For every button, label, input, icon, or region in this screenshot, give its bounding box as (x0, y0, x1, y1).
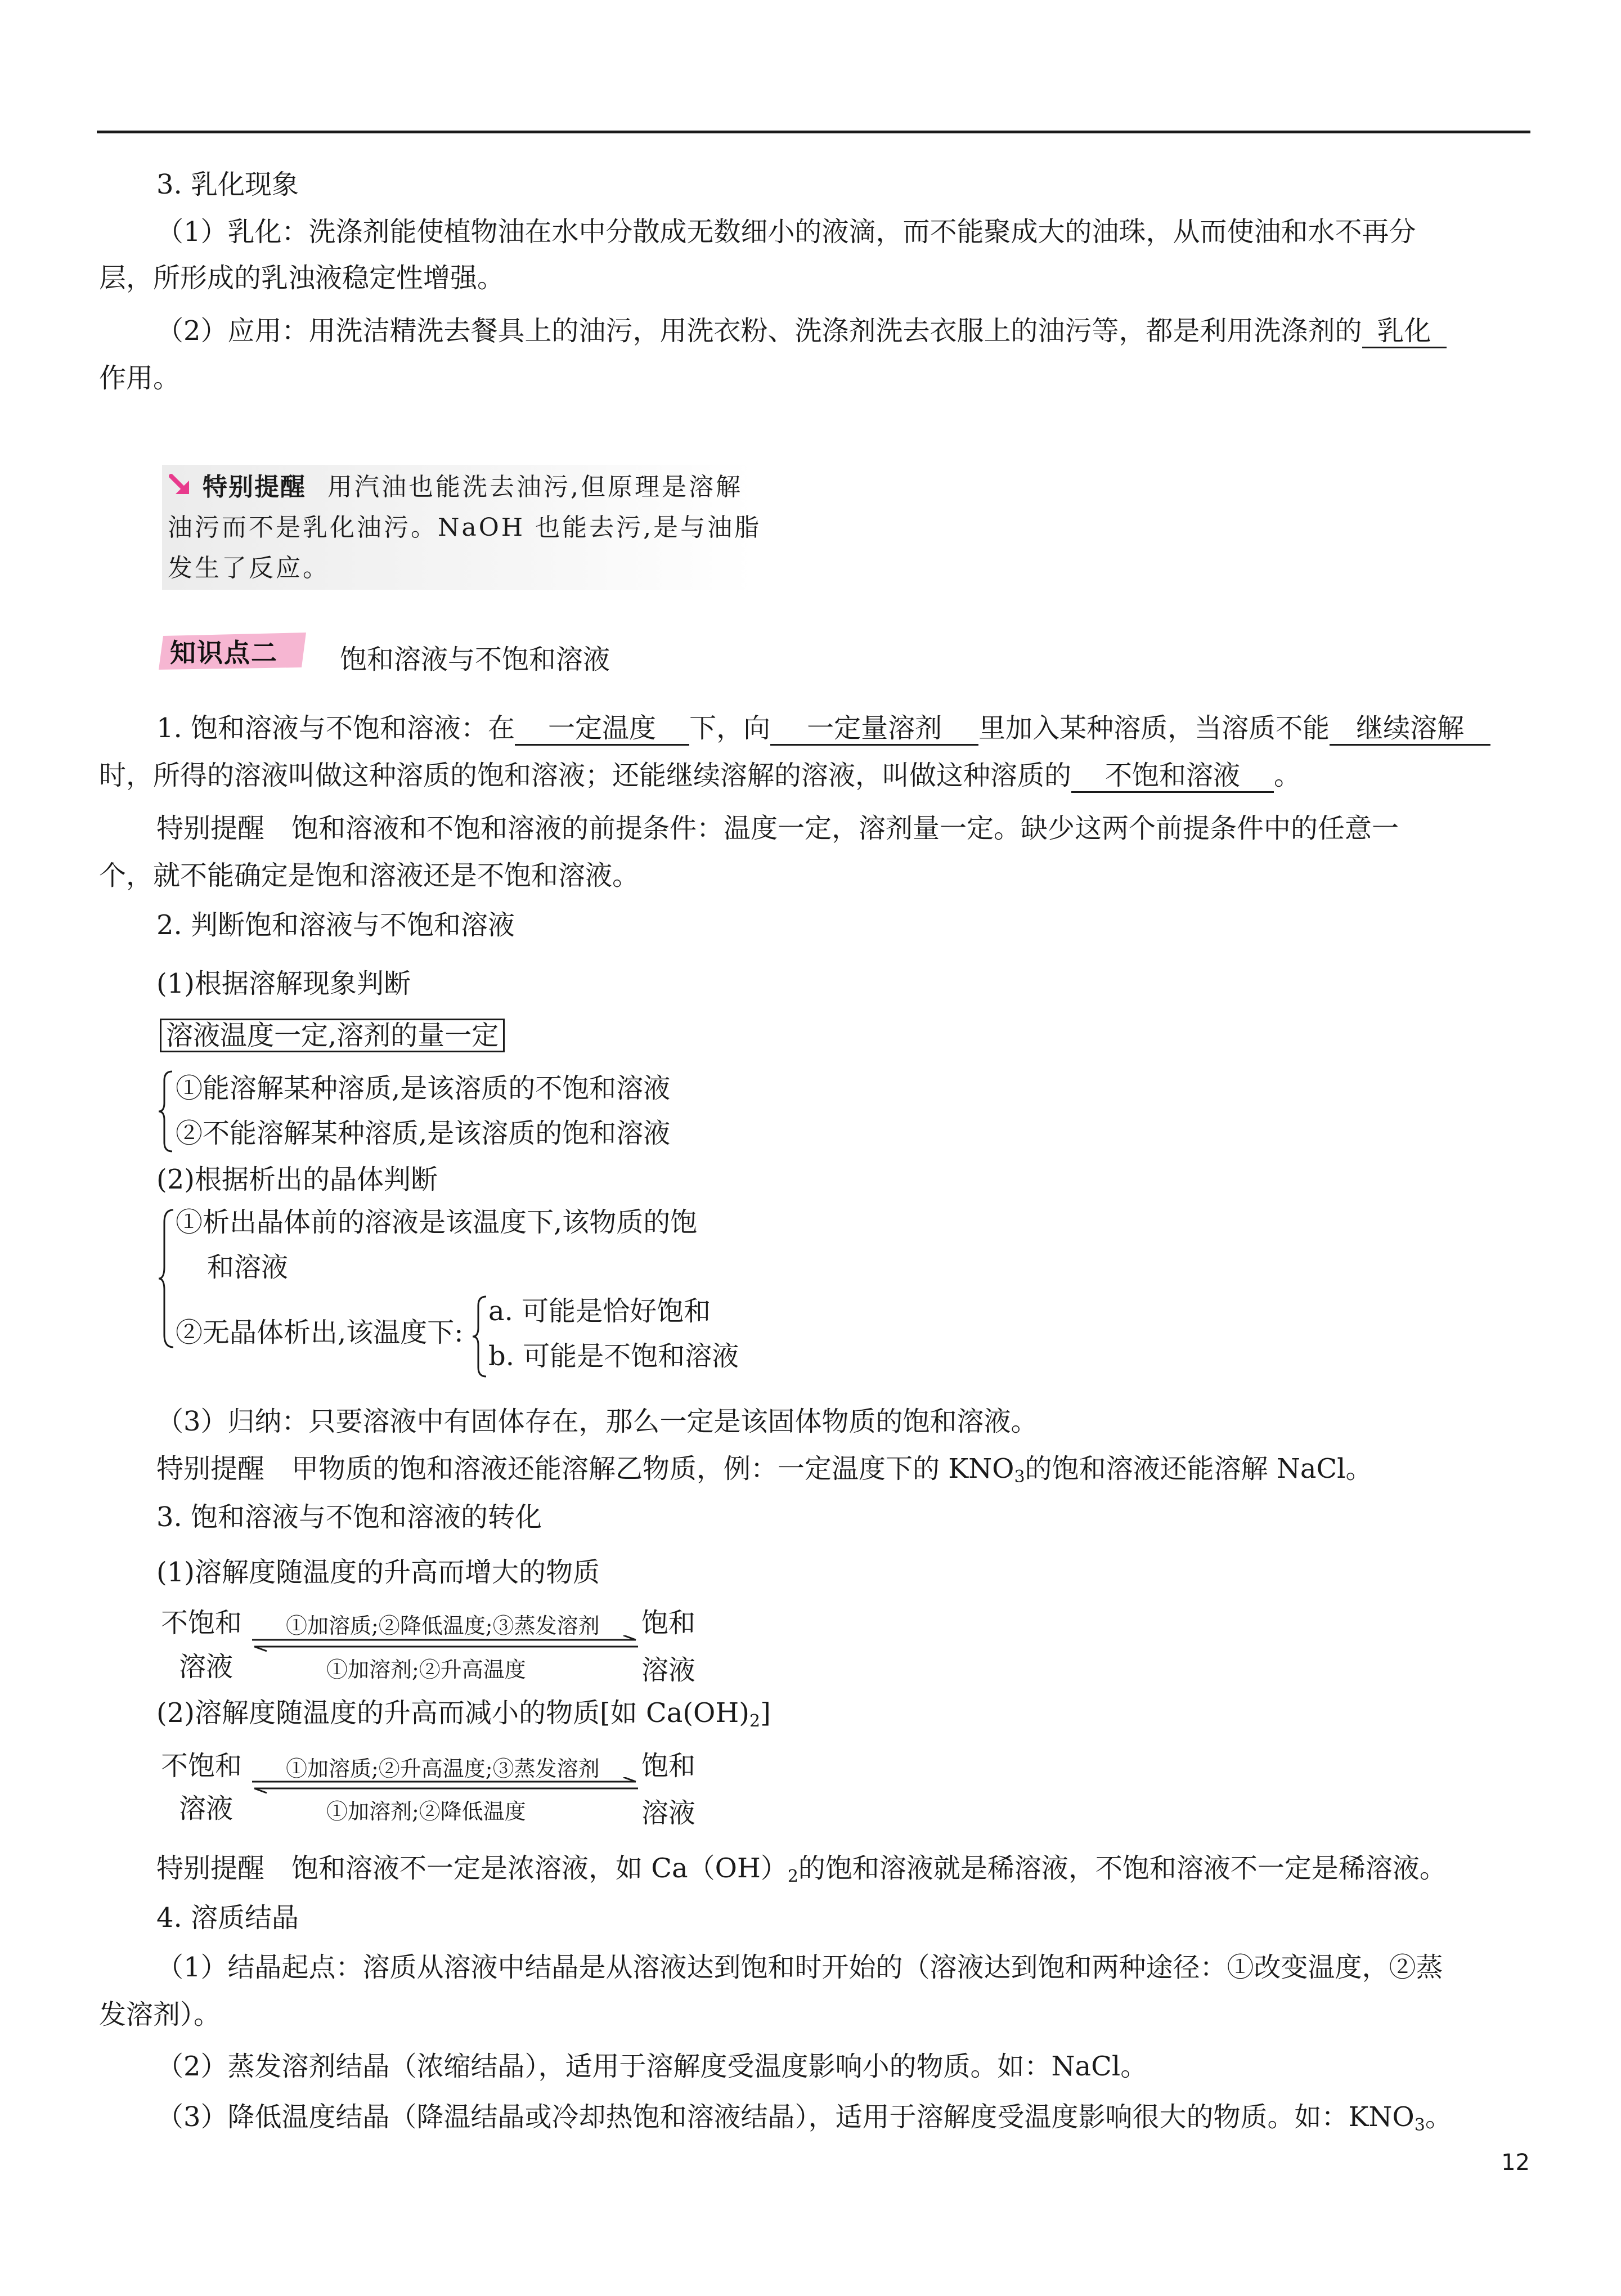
reverse-condition: ①加溶剂;②升高温度 (326, 1657, 526, 1682)
paragraph-line: （1）结晶起点：溶质从溶液中结晶是从溶液达到饱和时开始的（溶液达到饱和两种途径：①改变温度，②蒸 (156, 1952, 1443, 1983)
fill-blank-answer: 一定量溶剂 (770, 712, 978, 746)
note-line: 特别提醒 饱和溶液和不饱和溶液的前提条件：温度一定，溶剂量一定。缺少这两个前提条件中的任意一 (156, 813, 1399, 844)
section-heading: 3. 乳化现象 (156, 169, 299, 200)
section-badge: 知识点二 (159, 631, 312, 671)
tip-title: 特别提醒 (203, 473, 306, 501)
list-item: ②不能溶解某种溶质,是该溶质的饱和溶液 (176, 1118, 671, 1149)
page-number: 12 (1501, 2150, 1530, 2176)
paragraph-line: （2）蒸发溶剂结晶（浓缩结晶），适用于溶解度受温度影响小的物质。如：NaCl。 (156, 2051, 1148, 2082)
paragraph-line: （3）降低温度结晶（降温结晶或冷却热饱和溶液结晶），适用于溶解度受温度影响很大的物质。如：$KNO_3$。 (156, 2101, 1452, 2135)
fill-blank-answer: 一定温度 (515, 712, 689, 746)
double-arrow-icon (251, 1777, 639, 1794)
condition-box: 溶液温度一定,溶剂的量一定 (160, 1017, 505, 1053)
forward-condition: ①加溶质;②降低温度;③蒸发溶剂 (286, 1613, 600, 1638)
paragraph-line: 1. 饱和溶液与不饱和溶液：在 一定温度 下，向 一定量溶剂 里加入某种溶质，当溶质不能 继续溶解 (156, 710, 1490, 746)
list-item: (2)根据析出的晶体判断 (156, 1164, 438, 1195)
list-item: a. 可能是恰好饱和 (488, 1295, 711, 1327)
tip-box (162, 465, 762, 590)
list-item: ②无晶体析出,该温度下: (176, 1317, 464, 1348)
paragraph-line: 时，所得的溶液叫做这种溶质的饱和溶液；还能继续溶解的溶液，叫做这种溶质的 不饱和溶液 。 (99, 757, 1301, 793)
brace-icon (158, 1208, 176, 1349)
reverse-condition: ①加溶剂;②降低温度 (326, 1799, 526, 1824)
double-arrow-icon (251, 1635, 639, 1652)
note-line: 个，就不能确定是饱和溶液还是不饱和溶液。 (99, 860, 640, 891)
list-item: ①析出晶体前的溶液是该温度下,该物质的饱 (176, 1207, 698, 1238)
subsection-heading: 3. 饱和溶液与不饱和溶液的转化 (156, 1501, 542, 1533)
fill-blank-answer: 不饱和溶液 (1071, 760, 1274, 793)
fill-blank-answer: 继续溶解 (1330, 712, 1490, 746)
tip-line: 发生了反应。 (168, 554, 330, 582)
arrow-down-right-icon (168, 473, 195, 500)
brace-icon (472, 1294, 488, 1379)
subsection-heading: 4. 溶质结晶 (156, 1902, 299, 1934)
forward-condition: ①加溶质;②升高温度;③蒸发溶剂 (286, 1756, 600, 1781)
paragraph-line: 层，所形成的乳浊液稳定性增强。 (99, 262, 505, 294)
subsection-heading: 2. 判断饱和溶液与不饱和溶液 (156, 909, 515, 941)
list-item: b. 可能是不饱和溶液 (488, 1340, 739, 1372)
header-rule (97, 131, 1530, 133)
tip-line: 油污而不是乳化油污。NaOH 也能去污,是与油脂 (168, 513, 762, 542)
fill-blank-answer: 乳化 (1362, 315, 1447, 348)
list-item: 和溶液 (207, 1252, 289, 1283)
list-item: (1)根据溶解现象判断 (156, 968, 411, 999)
list-item: ①能溶解某种溶质,是该溶质的不饱和溶液 (176, 1073, 671, 1104)
tip-line: 特别提醒 用汽油也能洗去油污,但原理是溶解 (203, 473, 743, 501)
brace-icon (158, 1069, 174, 1154)
note-line: 特别提醒 甲物质的饱和溶液还能溶解乙物质，例：一定温度下的 $KNO_3$的饱和溶液还能溶解 NaCl。 (156, 1453, 1373, 1487)
paragraph-line: （3）归纳：只要溶液中有固体存在，那么一定是该固体物质的饱和溶液。 (156, 1406, 1038, 1437)
list-item: (1)溶解度随温度的升高而增大的物质 (156, 1557, 600, 1588)
list-item: (2)溶解度随温度的升高而减小的物质[如 $Ca(OH)_2$] (156, 1697, 771, 1731)
paragraph-line: （2）应用：用洗洁精洗去餐具上的油污，用洗衣粉、洗涤剂洗去衣服上的油污等，都是利用洗涤剂的 乳化 (156, 313, 1447, 349)
section-title: 饱和溶液与不饱和溶液 (340, 644, 610, 675)
paragraph-line: （1）乳化：洗涤剂能使植物油在水中分散成无数细小的液滴，而不能聚成大的油珠，从而使油和水不再分 (156, 216, 1416, 248)
note-line: 特别提醒 饱和溶液不一定是浓溶液，如 $Ca(OH)_2$的饱和溶液就是稀溶液，不饱和溶液不一定是稀溶液。 (156, 1853, 1447, 1886)
paragraph-line: 作用。 (99, 362, 181, 394)
paragraph-line: 发溶剂）。 (99, 1999, 221, 2030)
